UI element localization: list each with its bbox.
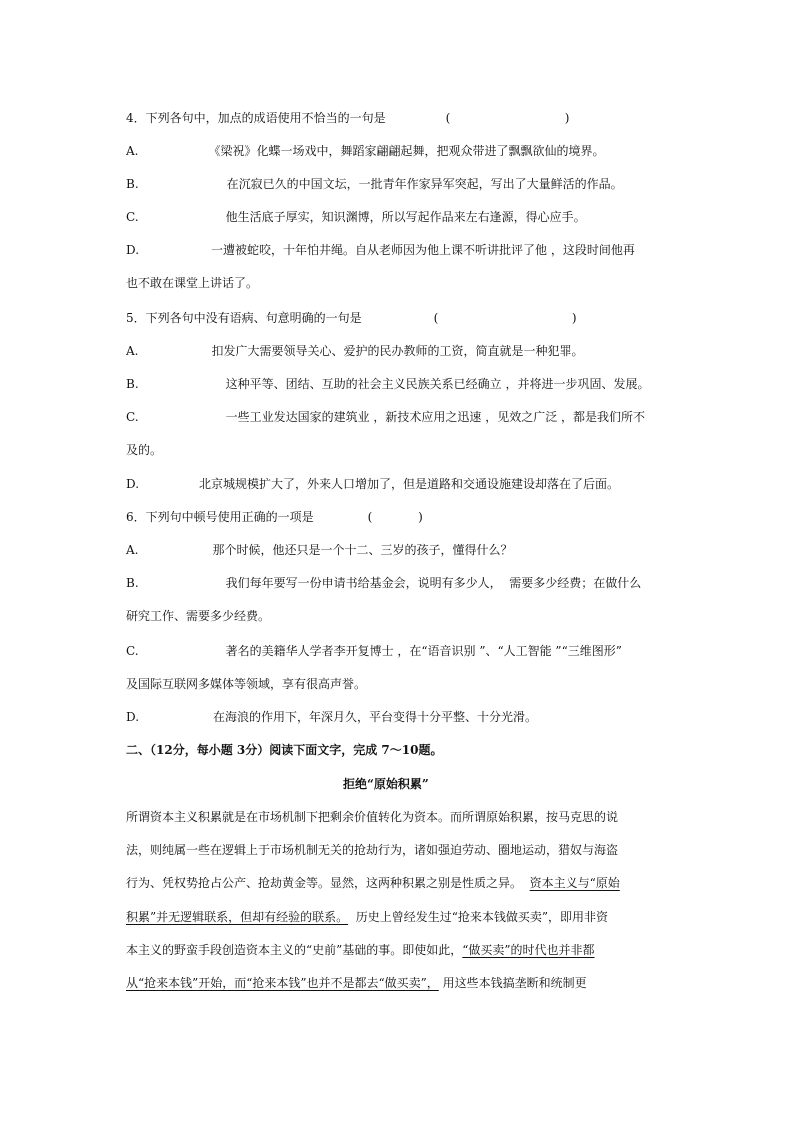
option-text: 扣发广大需要领导关心、爱护的民办教师的工资，简直就是一种犯罪。 — [211, 344, 584, 358]
option-label: D. — [126, 243, 140, 257]
article-text: 本主义的野蛮手段创造资本主义的“史前”基础的事。即使如此， — [126, 943, 463, 957]
article-line-3 — [126, 875, 620, 891]
article-line-1: 所谓资本主义积累就是在市场机制下把剩余价值转化为资本。而所谓原始积累，按马克思的说 — [126, 810, 619, 824]
article-line-4 — [126, 909, 608, 925]
option-text: 在沉寂已久的中国文坛，一批青年作家异军突起，写出了大量鲜活的作品。 — [226, 177, 623, 191]
underlined-text: 资本主义与“原始 — [529, 876, 620, 890]
option-label: C. — [126, 644, 139, 658]
option-text: 《梁祝》化蝶一场戏中，舞蹈家翩翩起舞，把观众带进了飘飘欲仙的境界。 — [208, 144, 605, 158]
section-heading: 二、（12分，每小题 3分）阅读下面文字，完成 7～10题。 — [126, 743, 443, 757]
q6-stem — [126, 509, 423, 525]
q6-option-b — [126, 575, 641, 591]
article-line-6 — [126, 975, 587, 991]
option-text: 北京城规模扩大了，外来人口增加了，但是道路和交通设施建设却落在了后面。 — [199, 477, 620, 491]
q6-option-c-cont: 及国际互联网多媒体等领域，享有很高声誉。 — [126, 677, 367, 691]
option-text: 一些工业发达国家的建筑业 ，新技术应用之迅速 ，见效之广泛 ，都是我们所不 — [225, 410, 646, 424]
option-label: B. — [126, 377, 139, 391]
article-line-2: 法，则纯属一些在逻辑上于市场机制无关的抢劫行为，诸如强迫劳动、圈地运动，猎奴与海盗 — [126, 843, 619, 857]
q4-stem-text: 4．下列各句中，加点的成语使用不恰当的一句是 — [126, 111, 386, 125]
option-text: 我们每年要写一份申请书给基金会，说明有多少人， 需要多少经费；在做什么 — [225, 576, 642, 590]
article-line-5 — [126, 942, 595, 958]
option-text: 著名的美籍华人学者李开复博士 ，在“语音识别 ”、“人工智能 ”“三维图形” — [225, 644, 622, 658]
option-label: B. — [126, 576, 139, 590]
article-text: 历史上曾经发生过“抢来本钱做买卖”，即用非资 — [348, 910, 609, 924]
option-text: 他生活底子厚实，知识渊博，所以写起作品来左右逢源，得心应手。 — [225, 210, 586, 224]
article-text: 用这些本钱搞垄断和统制更 — [438, 976, 587, 990]
article-title: 拒绝“原始积累” — [343, 777, 429, 791]
option-text: 这种平等、团结、互助的社会主义民族关系已经确立 ，并将进一步巩固、发展。 — [225, 377, 650, 391]
q4-stem — [126, 110, 569, 126]
q4-option-a — [126, 143, 605, 159]
underlined-text: 从“抢来本钱”开始，而“抢来本钱”也并不是都去“做买卖”， — [126, 976, 439, 990]
article-text: 行为、凭权势抢占公产、抢劫黄金等。显然，这两种积累之别是性质之异。 — [126, 876, 530, 890]
q4-option-d — [126, 242, 635, 258]
option-text: 那个时候，他还只是一个十二、三岁的孩子，懂得什么？ — [212, 543, 513, 557]
option-label: C. — [126, 210, 139, 224]
q4-option-b — [126, 176, 623, 192]
q6-option-b-cont: 研究工作、需要多少经费。 — [126, 609, 271, 623]
q5-answer-paren: ( ) — [433, 311, 577, 325]
q5-option-c-cont: 及的。 — [126, 443, 163, 457]
q6-option-d — [126, 709, 537, 725]
q4-option-d-cont: 也不敢在课堂上讲话了。 — [126, 276, 259, 290]
q6-answer-paren: ( ) — [367, 510, 423, 524]
underlined-text: 积累”并无逻辑联系，但却有经验的联系。 — [126, 910, 349, 924]
q5-stem-text: 5．下列各句中没有语病、句意明确的一句是 — [126, 311, 362, 325]
option-label: A. — [126, 543, 139, 557]
q5-option-b — [126, 376, 649, 392]
q5-option-c — [126, 409, 645, 425]
option-label: D. — [126, 477, 140, 491]
option-label: B. — [126, 177, 139, 191]
option-label: A. — [126, 344, 139, 358]
q5-stem — [126, 310, 577, 326]
q4-option-c — [126, 209, 586, 225]
option-text: 一遭被蛇咬，十年怕井绳。自从老师因为他上课不听讲批评了他 ，这段时间他再 — [211, 243, 635, 257]
option-label: C. — [126, 410, 139, 424]
q5-option-a — [126, 343, 584, 359]
option-label: D. — [126, 710, 140, 724]
underlined-text: “做买卖”的时代也并非都 — [462, 943, 595, 957]
q4-answer-paren: ( ) — [445, 111, 570, 125]
option-text: 在海浪的作用下，年深月久，平台变得十分平整、十分光滑。 — [213, 710, 538, 724]
q6-option-c — [126, 643, 622, 659]
q5-option-d — [126, 476, 619, 492]
q6-stem-text: 6．下列句中顿号使用正确的一项是 — [126, 510, 314, 524]
q6-option-a — [126, 542, 513, 558]
option-label: A. — [126, 144, 139, 158]
